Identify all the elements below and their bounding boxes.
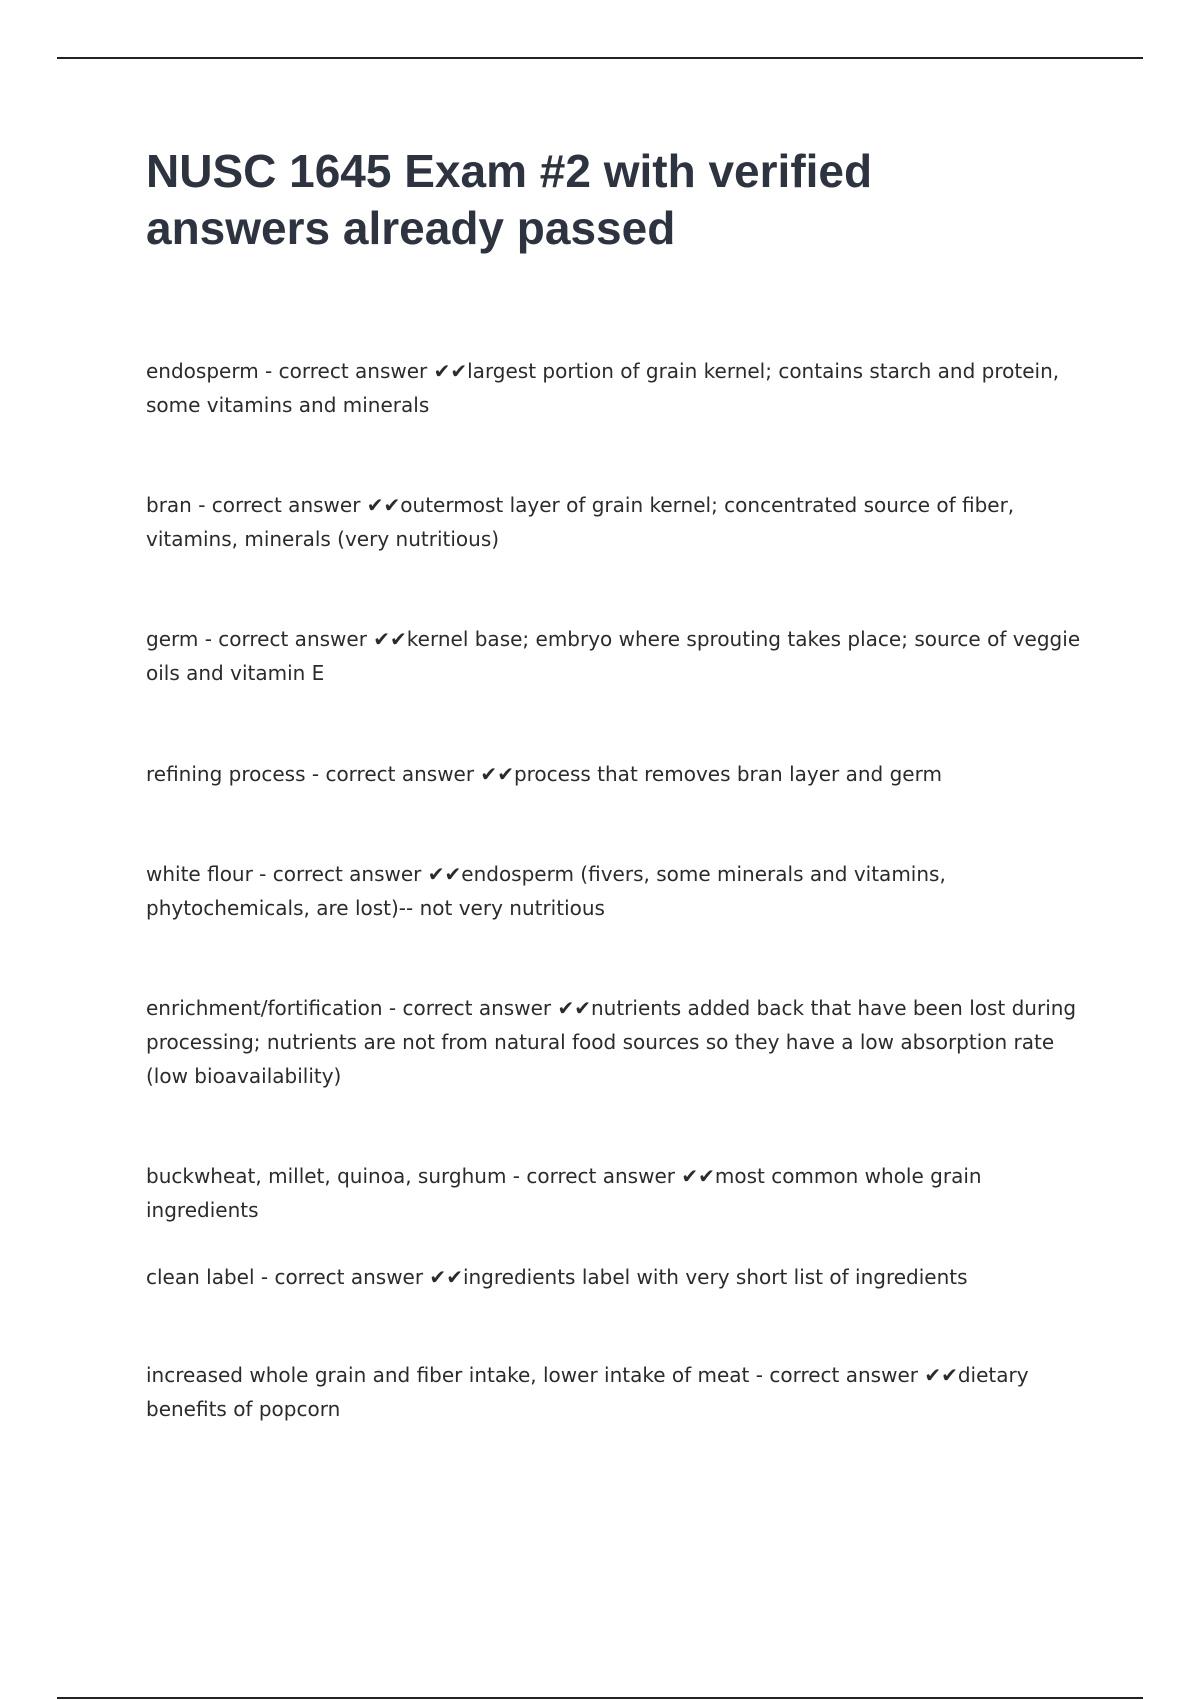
check-marks-icon: ✔✔ [474, 762, 514, 786]
check-marks-icon: ✔✔ [551, 996, 591, 1020]
qa-item [146, 1159, 1096, 1227]
qa-term: buckwheat, millet, quinoa, surghum [146, 1164, 507, 1188]
qa-item [146, 488, 1096, 556]
qa-answer-label: correct answer [402, 996, 552, 1020]
qa-answer-label: correct answer [278, 359, 428, 383]
qa-separator: - [258, 359, 279, 383]
qa-answer-label: correct answer [211, 493, 361, 517]
check-marks-icon: ✔✔ [423, 1265, 463, 1289]
qa-definition: outermost layer of grain kernel; concentrated source of fiber, vitamins, minerals (very nutritious) [146, 493, 1015, 551]
qa-separator: - [506, 1164, 527, 1188]
qa-term: increased whole grain and fiber intake, lower intake of meat [146, 1363, 750, 1387]
qa-definition: process that removes bran layer and germ [513, 762, 942, 786]
top-rule [57, 57, 1143, 59]
document-title: NUSC 1645 Exam #2 with verified answers already passed [146, 145, 873, 254]
qa-definition: ingredients label with very short list of ingredients [462, 1265, 968, 1289]
check-marks-icon: ✔✔ [674, 1164, 715, 1188]
qa-term: germ [146, 627, 199, 651]
qa-answer-label: correct answer [325, 762, 475, 786]
qa-item [146, 857, 1096, 925]
qa-item [146, 991, 1096, 1093]
qa-separator: - [191, 493, 212, 517]
qa-term: white flour [146, 862, 253, 886]
qa-term: clean label [146, 1265, 255, 1289]
qa-answer-label: correct answer [272, 862, 422, 886]
qa-item [146, 354, 1096, 422]
check-marks-icon: ✔✔ [360, 493, 401, 517]
qa-answer-label: correct answer [526, 1164, 675, 1188]
qa-definition: kernel base; embryo where sprouting takes place; source of veggie oils and vitamin E [146, 627, 1081, 685]
qa-separator: - [305, 762, 326, 786]
qa-term: enrichment/fortification [146, 996, 383, 1020]
qa-separator: - [749, 1363, 770, 1387]
qa-item [146, 1260, 1096, 1294]
qa-definition: most common whole grain ingredients [146, 1164, 982, 1222]
qa-separator: - [198, 627, 219, 651]
qa-definition: largest portion of grain kernel; contains starch and protein, some vitamins and minerals [146, 359, 1060, 417]
check-marks-icon: ✔✔ [427, 359, 468, 383]
qa-item [146, 622, 1096, 690]
bottom-rule [57, 1697, 1143, 1699]
check-marks-icon: ✔✔ [421, 862, 462, 886]
check-marks-icon: ✔✔ [917, 1363, 958, 1387]
qa-term: bran [146, 493, 192, 517]
qa-separator: - [254, 1265, 275, 1289]
qa-term: endosperm [146, 359, 259, 383]
qa-answer-label: correct answer [769, 1363, 918, 1387]
qa-definition: nutrients added back that have been lost during processing; nutrients are not from natural food sources so they have a low absorption rate (low bioavailability) [146, 996, 1077, 1088]
qa-separator: - [382, 996, 403, 1020]
qa-item [146, 1358, 1096, 1426]
qa-answer-label: correct answer [274, 1265, 424, 1289]
qa-item [146, 757, 1096, 791]
qa-term: refining process [146, 762, 306, 786]
qa-separator: - [252, 862, 273, 886]
check-marks-icon: ✔✔ [366, 627, 407, 651]
qa-definition: dietary benefits of popcorn [146, 1363, 1029, 1421]
qa-answer-label: correct answer [218, 627, 367, 651]
qa-definition: endosperm (fivers, some minerals and vitamins, phytochemicals, are lost)-- not very nutritious [146, 862, 946, 920]
